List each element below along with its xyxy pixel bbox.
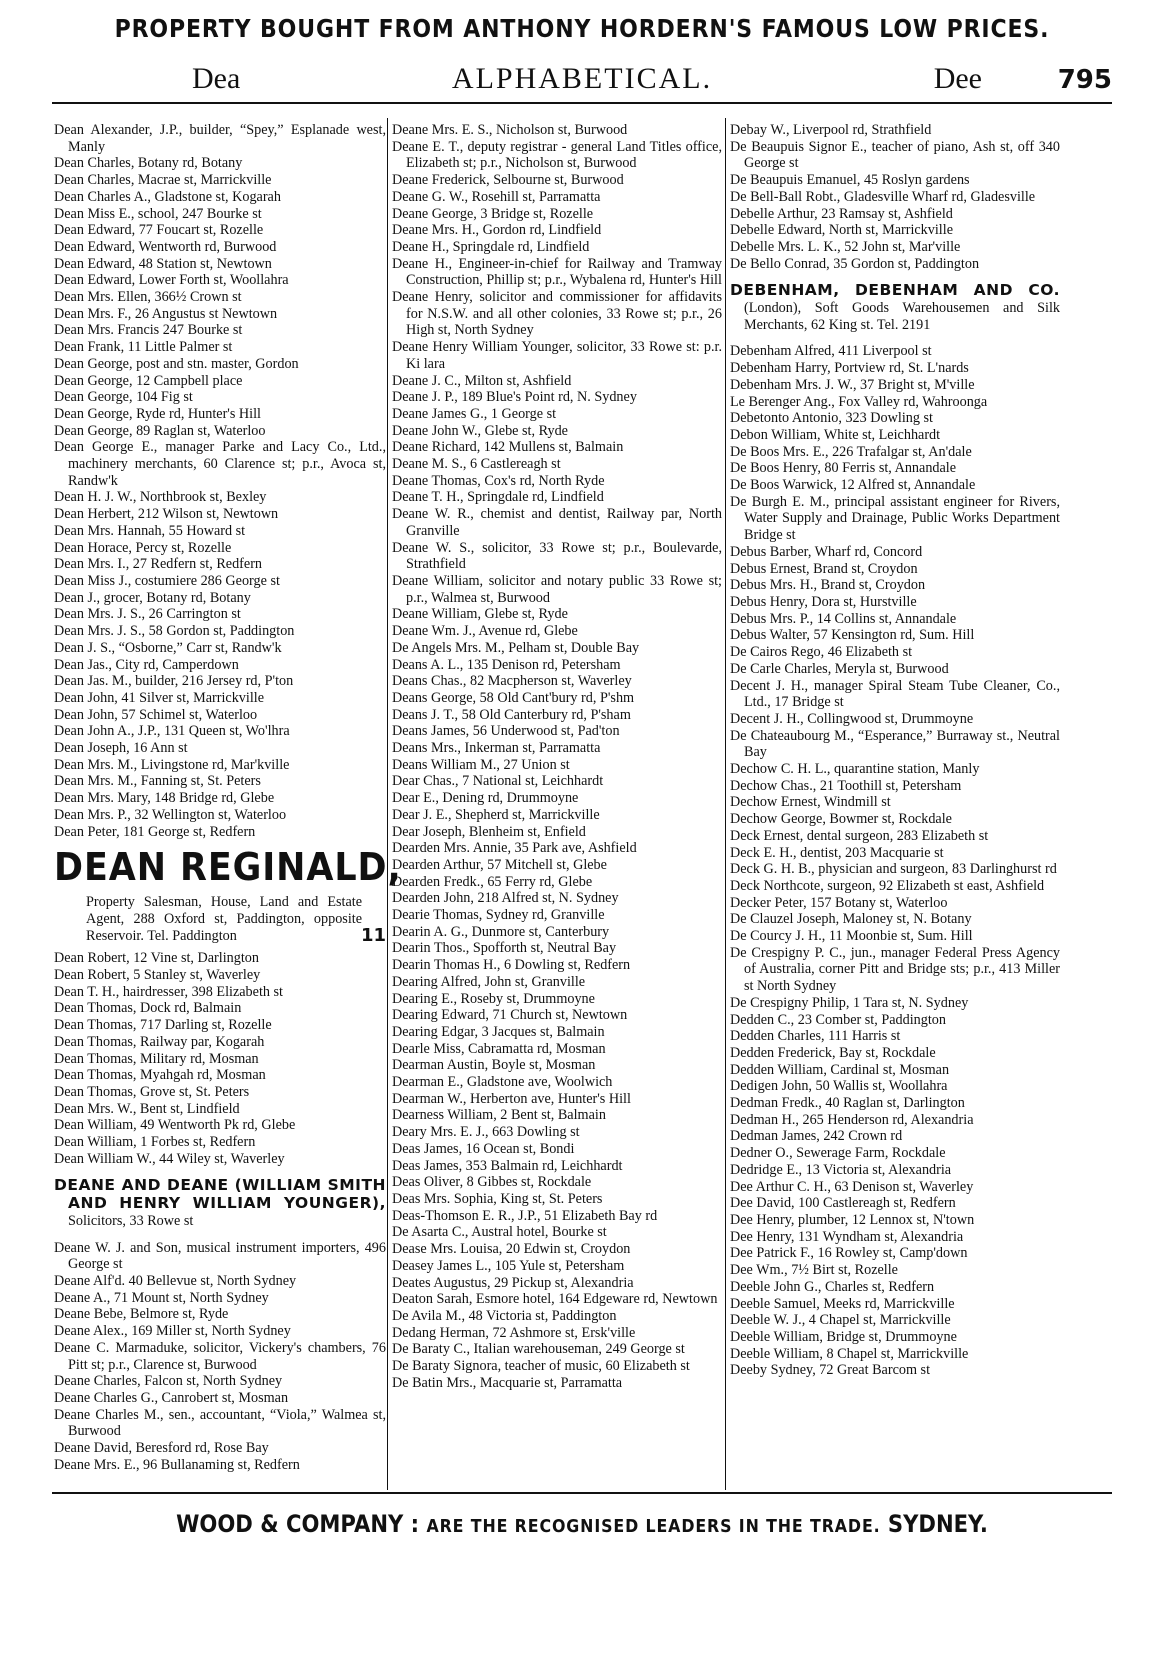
directory-column-2 [392,122,722,1391]
directory-entry: Dee Henry, 131 Wyndham st, Alexandria [730,1228,964,1245]
directory-entry: Deeble John G., Charles st, Redfern [730,1278,935,1295]
directory-entry: Dease Mrs. Louisa, 20 Edwin st, Croydon [392,1241,631,1258]
entry-group [54,1240,386,1474]
directory-entry: De Crespigny P. C., jun., manager Federal Press Agency of Australia, corner Pitt and Bridge sts; p.r., 413 Miller st North Sydney [730,944,1060,995]
directory-entry: De Burgh E. M., principal assistant engineer for Rivers, Water Supply and Drainage, Public Works Department Bridge st [730,493,1060,544]
directory-entry: Dean William, 1 Forbes st, Redfern [54,1134,256,1151]
directory-entry: De Boos Warwick, 12 Alfred st, Annandale [730,477,976,494]
directory-entry: Dean Miss E., school, 247 Bourke st [54,205,262,222]
directory-entry: Dean Edward, Wentworth rd, Burwood [54,238,277,255]
directory-entry: De Cairos Rego, 46 Elizabeth st [730,644,913,661]
directory-entry: Dean Horace, Percy st, Rozelle [54,539,232,556]
directory-entry: Deane Mrs. E., 96 Bullanaming st, Redfern [54,1456,300,1473]
footer-company: WOOD & COMPANY : [176,1510,420,1538]
directory-entry: Dean T. H., hairdresser, 398 Elizabeth st [54,983,283,1000]
directory-entry: Deane E. T., deputy registrar - general Land Titles office, Elizabeth st; p.r., Nicholson st, Burwood [392,138,722,172]
directory-entry: De Asarta C., Austral hotel, Bourke st [392,1224,607,1241]
directory-entry: Deane Bebe, Belmore st, Ryde [54,1306,229,1323]
directory-entry: Dearman E., Gladstone ave, Woolwich [392,1074,613,1091]
directory-entry: Dean George, post and stn. master, Gordon [54,355,299,372]
directory-entry: Dee David, 100 Castlereagh st, Redfern [730,1195,956,1212]
directory-entry: Debelle Edward, North st, Marrickville [730,222,953,239]
directory-entry: Dedigen John, 50 Wallis st, Woollahra [730,1078,948,1095]
directory-entry: Dean Thomas, Myahgah rd, Mosman [54,1067,266,1084]
directory-entry: De Carle Charles, Meryla st, Burwood [730,660,949,677]
directory-entry: De Avila M., 48 Victoria st, Paddington [392,1307,617,1324]
directory-entry: Debus Barber, Wharf rd, Concord [730,543,923,560]
directory-entry: Deck E. H., dentist, 203 Macquarie st [730,844,944,861]
directory-entry: Deeble William, Bridge st, Drummoyne [730,1328,957,1345]
directory-entry: Deane David, Beresford rd, Rose Bay [54,1440,269,1457]
directory-entry: Deane W. J. and Son, musical instrument importers, 496 George st [54,1239,386,1273]
feature-telephone-number: 11 [360,925,386,947]
directory-entry: Dear Chas., 7 National st, Leichhardt [392,773,604,790]
directory-entry: Dearing Edward, 71 Church st, Newtown [392,1007,628,1024]
directory-entry: Deas Mrs. Sophia, King st, St. Peters [392,1191,603,1207]
firm-description: (London), Soft Goods Warehousemen and Silk Merchants, 62 King st. Tel. 2191 [744,300,1060,333]
directory-entry: De Baraty Signora, teacher of music, 60 Elizabeth st [392,1358,690,1375]
column-divider [725,118,726,1490]
directory-entry: Dean Robert, 5 Stanley st, Waverley [54,967,261,984]
directory-entry: Deane H., Engineer-in-chief for Railway and Tramway Construction, Phillip st; p.r., Wybalena rd, Hunter's Hill [392,255,722,289]
directory-entry: Dearman W., Herberton ave, Hunter's Hill [392,1090,631,1107]
directory-entry: Dean Mrs. P., 32 Wellington st, Waterloo [54,806,287,823]
directory-entry: Deane J. C., Milton st, Ashfield [392,372,572,389]
directory-entry: Dean William W., 44 Wiley st, Waverley [54,1150,285,1167]
directory-entry: Deane James G., 1 George st [392,405,557,422]
directory-entry: Dedden C., 23 Comber st, Paddington [730,1011,946,1028]
directory-entry: Deane C. Marmaduke, solicitor, Vickery's chambers, 76 Pitt st; p.r., Clarence st, Burwood [54,1339,386,1373]
directory-entry: Dean Thomas, Dock rd, Balmain [54,1000,242,1017]
directory-entry: Deane Thomas, Cox's rd, North Ryde [392,472,605,489]
directory-entry: Deane William, Glebe st, Ryde [392,606,568,623]
feature-entry-description [54,894,386,947]
directory-entry: Dechow Chas., 21 Toothill st, Petersham [730,777,962,794]
firm-entry [730,282,1060,333]
directory-entry: Dean Edward, 77 Foucart st, Rozelle [54,222,264,239]
directory-entry: De Beaupuis Emanuel, 45 Roslyn gardens [730,172,970,189]
directory-entry: Debus Henry, Dora st, Hurstville [730,593,917,610]
directory-entry: Dean Mrs. Hannah, 55 Howard st [54,522,246,539]
header-left-guide-word: Dea [192,62,241,95]
directory-entry: Dedman Fredk., 40 Raglan st, Darlington [730,1095,965,1112]
directory-entry: Deane W. S., solicitor, 33 Rowe st; p.r., Boulevarde, Strathfield [392,539,722,573]
directory-entry: Dean Charles A., Gladstone st, Kogarah [54,188,281,205]
header-rule [52,102,1112,104]
directory-entry: Dean Herbert, 212 Wilson st, Newtown [54,506,279,523]
directory-entry: Debus Ernest, Brand st, Croydon [730,560,918,577]
directory-entry: Dearman Austin, Boyle st, Mosman [392,1057,596,1074]
directory-entry: Deane A., 71 Mount st, North Sydney [54,1289,269,1306]
directory-entry: Dean Charles, Macrae st, Marrickville [54,172,272,189]
directory-column-1 [54,122,402,1473]
directory-entry: Deane Henry, solicitor and commissioner for affidavits for N.S.W. and all other colonies, 33 Rowe st; p.r., 26 High st, North Sydney [392,289,722,339]
directory-entry: De Chateaubourg M., “Esperance,” Burraway st., Neutral Bay [730,727,1060,761]
directory-entry: Dean Mrs. Francis 247 Bourke st [54,322,243,339]
directory-entry: Dean Thomas, 717 Darling st, Rozelle [54,1017,272,1034]
directory-entry: Dean Thomas, Grove st, St. Peters [54,1083,250,1100]
directory-entry: Dean Edward, 48 Station st, Newtown [54,255,272,272]
directory-entry: Deans George, 58 Old Cant'bury rd, P'shm [392,689,635,706]
directory-entry: Deeble W. J., 4 Chapel st, Marrickville [730,1312,951,1329]
directory-entry: Debus Mrs. H., Brand st, Croydon [730,577,926,594]
directory-entry: Dearden Mrs. Annie, 35 Park ave, Ashfield [392,840,637,857]
directory-entry: Debenham Alfred, 411 Liverpool st [730,343,932,360]
directory-entry: Dean Mrs. Mary, 148 Bridge rd, Glebe [54,790,275,807]
directory-entry: Dean Thomas, Railway par, Kogarah [54,1033,265,1050]
directory-entry: Dee Arthur C. H., 63 Denison st, Waverley [730,1178,974,1195]
directory-entry: Dean Frank, 11 Little Palmer st [54,339,233,356]
directory-entry: Debon William, White st, Leichhardt [730,426,941,443]
directory-entry: Dechow Ernest, Windmill st [730,794,891,811]
directory-entry: Dean John A., J.P., 131 Queen st, Wo'lhra [54,723,290,740]
directory-entry: Dearing Edgar, 3 Jacques st, Balmain [392,1023,605,1040]
directory-entry: Dearden Fredk., 65 Ferry rd, Glebe [392,873,593,890]
directory-entry: Dechow George, Bowmer st, Rockdale [730,811,952,828]
directory-entry: Debelle Arthur, 23 Ramsay st, Ashfield [730,205,953,222]
directory-entry: Dedden Charles, 111 Harris st [730,1028,901,1045]
directory-entry: Dean Alexander, J.P., builder, “Spey,” Esplanade west, Manly [54,122,386,155]
firm-name: DEANE AND DEANE (WILLIAM SMITH AND HENRY WILLIAM YOUNGER), [54,1176,386,1213]
directory-entry: Dechow C. H. L., quarantine station, Manly [730,761,980,778]
directory-entry: De Boos Mrs. E., 226 Trafalgar st, An'dale [730,443,972,460]
directory-entry: Deane Mrs. H., Gordon rd, Lindfield [392,222,602,239]
directory-entry: Debus Walter, 57 Kensington rd, Sum. Hill [730,627,975,644]
directory-entry: Deck Northcote, surgeon, 92 Elizabeth st east, Ashfield [730,877,1045,894]
directory-entry: Deane W. R., chemist and dentist, Railway par, North Granville [392,506,722,539]
directory-entry: Dean Mrs. J. S., 26 Carrington st [54,606,241,623]
directory-entry: Deane G. W., Rosehill st, Parramatta [392,188,601,205]
header-section-title: ALPHABETICAL. [451,62,713,95]
directory-entry: Deeby Sydney, 72 Great Barcom st [730,1362,931,1379]
directory-entry: Deane Henry William Younger, solicitor, 33 Rowe st: p.r. Ki lara [392,339,722,372]
directory-entry: De Bell-Ball Robt., Gladesville Wharf rd, Gladesville [730,188,1036,205]
directory-entry: De Beaupuis Signor E., teacher of piano, Ash st, off 340 George st [730,138,1060,172]
directory-entry: De Batin Mrs., Macquarie st, Parramatta [392,1374,623,1391]
directory-entry: Decent J. H., Collingwood st, Drummoyne [730,710,974,727]
directory-entry: Deans Mrs., Inkerman st, Parramatta [392,740,601,757]
directory-entry: Dearden Arthur, 57 Mitchell st, Glebe [392,856,607,873]
firm-entry [54,1177,386,1229]
directory-entry: Debenham Mrs. J. W., 37 Bright st, M'ville [730,376,975,393]
directory-entry: Dearing Alfred, John st, Granville [392,973,586,990]
directory-column-3 [730,122,1060,1379]
directory-entry: Deck Ernest, dental surgeon, 283 Elizabeth st [730,827,989,844]
directory-entry: Dedden William, Cardinal st, Mosman [730,1061,950,1078]
directory-entry: Dee Wm., 7½ Birt st, Rozelle [730,1262,898,1279]
footer-slogan: ARE THE RECOGNISED LEADERS IN THE TRADE. [426,1516,881,1537]
directory-entry: Deane John W., Glebe st, Ryde [392,422,568,439]
footer-city: SYDNEY. [887,1510,988,1538]
directory-entry: Dean John, 57 Schimel st, Waterloo [54,706,258,723]
feature-entry-name: DEAN REGINALD, [54,845,402,890]
directory-entry: Dean George, 89 Raglan st, Waterloo [54,422,266,439]
directory-entry: De Boos Henry, 80 Ferris st, Annandale [730,460,957,477]
directory-entry: Deane Mrs. E. S., Nicholson st, Burwood [392,122,628,138]
directory-entry: Debenham Harry, Portview rd, St. L'nards [730,360,969,377]
directory-entry: Le Berenger Ang., Fox Valley rd, Wahroonga [730,393,988,410]
directory-entry: Dean William, 49 Wentworth Pk rd, Glebe [54,1117,296,1134]
directory-entry: Dean George, 104 Fig st [54,389,193,406]
directory-entry: Dear J. E., Shepherd st, Marrickville [392,806,600,823]
directory-entry: Dean John, 41 Silver st, Marrickville [54,689,265,706]
directory-entry: Decent J. H., manager Spiral Steam Tube Cleaner, Co., Ltd., 17 Bridge st [730,677,1060,711]
firm-name: DEBENHAM, DEBENHAM AND CO. [730,281,1060,300]
directory-entry: Dean Edward, Lower Forth st, Woollahra [54,272,289,289]
directory-entry: De Crespigny Philip, 1 Tara st, N. Sydney [730,994,969,1011]
directory-entry: De Angels Mrs. M., Pelham st, Double Bay [392,639,640,656]
directory-entry: Deane Richard, 142 Mullens st, Balmain [392,439,624,456]
directory-entry: Dean Thomas, Military rd, Mosman [54,1050,259,1067]
directory-entry: Deans William M., 27 Union st [392,756,570,773]
directory-entry: Deas James, 353 Balmain rd, Leichhardt [392,1157,623,1174]
directory-entry: Deane J. P., 189 Blue's Point rd, N. Sydney [392,389,637,406]
entry-group [54,950,386,1167]
directory-entry: Debelle Mrs. L. K., 52 John st, Mar'ville [730,238,961,255]
directory-entry: Dedner O., Sewerage Farm, Rockdale [730,1145,946,1162]
directory-entry: Deane H., Springdale rd, Lindfield [392,238,590,255]
directory-entry: De Bello Conrad, 35 Gordon st, Paddington [730,255,980,272]
directory-entry: Deane T. H., Springdale rd, Lindfield [392,489,604,506]
page-number: 795 [1057,65,1112,95]
directory-entry: Dean Mrs. M., Fanning st, St. Peters [54,773,261,790]
directory-entry: Deary Mrs. E. J., 663 Dowling st [392,1124,580,1141]
directory-entry: De Baraty C., Italian warehouseman, 249 George st [392,1341,685,1358]
directory-entry: Dean Mrs. Ellen, 366½ Crown st [54,289,242,306]
directory-entry: Dee Henry, plumber, 12 Lennox st, N'town [730,1212,975,1228]
directory-entry: Deane Charles G., Canrobert st, Mosman [54,1389,289,1406]
directory-entry: Dedman H., 265 Henderson rd, Alexandria [730,1111,974,1128]
directory-entry: De Clauzel Joseph, Maloney st, N. Botany [730,911,972,928]
directory-entry: Deasey James L., 105 Yule st, Petersham [392,1257,625,1274]
directory-entry: Debus Mrs. P., 14 Collins st, Annandale [730,610,957,627]
directory-entry: Dearie Thomas, Sydney rd, Granville [392,907,605,924]
directory-entry: Dedden Frederick, Bay st, Rockdale [730,1044,936,1061]
directory-entry: Dean George, Ryde rd, Hunter's Hill [54,405,261,422]
directory-entry: Dear Joseph, Blenheim st, Enfield [392,823,586,840]
directory-entry: Deane Frederick, Selbourne st, Burwood [392,172,624,189]
directory-entry: Dean Mrs. I., 27 Redfern st, Redfern [54,556,263,573]
directory-entry: Dedman James, 242 Crown rd [730,1128,903,1145]
directory-entry: Dean Robert, 12 Vine st, Darlington [54,950,259,967]
directory-entry: Deeble Samuel, Meeks rd, Marrickville [730,1295,955,1312]
directory-entry: Dean J., grocer, Botany rd, Botany [54,589,251,606]
directory-entry: Dedang Herman, 72 Ashmore st, Ersk'ville [392,1324,636,1341]
directory-entry: Debetonto Antonio, 323 Dowling st [730,410,933,427]
directory-entry: Dearness William, 2 Bent st, Balmain [392,1107,606,1124]
directory-entry: Deeble William, 8 Chapel st, Marrickville [730,1345,969,1362]
footer-rule [52,1492,1112,1494]
directory-entry: Dee Patrick F., 16 Rowley st, Camp'down [730,1245,968,1262]
directory-entry: Deates Augustus, 29 Pickup st, Alexandria [392,1274,634,1291]
directory-entry: Dean Jas., City rd, Camperdown [54,656,239,673]
directory-entry: Dean Peter, 181 George st, Redfern [54,823,256,840]
directory-entry: Dean George, 12 Campbell place [54,372,243,389]
directory-entry: Deaton Sarah, Esmore hotel, 164 Edgeware rd, Newtown [392,1291,718,1308]
directory-entry: Deans James, 56 Underwood st, Pad'ton [392,723,620,740]
directory-entry: Deane George, 3 Bridge st, Rozelle [392,205,594,222]
directory-entry: Deane Charles, Falcon st, North Sydney [54,1373,283,1390]
bottom-advertisement-banner [70,1510,1094,1538]
directory-entry: Deane M. S., 6 Castlereagh st [392,456,561,473]
directory-entry: Deas James, 16 Ocean st, Bondi [392,1140,575,1157]
top-advertisement-banner: PROPERTY BOUGHT FROM ANTHONY HORDERN'S FAMOUS LOW PRICES. [114,14,1050,43]
feature-description-text: Property Salesman, House, Land and Estate Agent, 288 Oxford st, Paddington, opposite Reservoir. Tel. Paddington [86,894,362,944]
directory-entry: Deans J. T., 58 Old Canterbury rd, P'sham [392,706,631,723]
directory-entry: Dean J. S., “Osborne,” Carr st, Randw'k [54,639,282,656]
directory-entry: Deans Chas., 82 Macpherson st, Waverley [392,673,632,690]
directory-entry: Dean Charles, Botany rd, Botany [54,155,243,172]
directory-entry: Dean Mrs. W., Bent st, Lindfield [54,1100,240,1117]
entry-group [54,122,386,840]
directory-entry: Dean Mrs. J. S., 58 Gordon st, Paddington [54,623,295,640]
directory-entry: Dearin Thos., Spofforth st, Neutral Bay [392,940,617,957]
directory-entry: Deas Oliver, 8 Gibbes st, Rockdale [392,1174,592,1191]
directory-entry: Dearle Miss, Cabramatta rd, Mosman [392,1040,606,1057]
directory-entry: Dearin Thomas H., 6 Dowling st, Redfern [392,957,631,974]
entry-group [392,122,722,1391]
directory-entry: Dearden John, 218 Alfred st, N. Sydney [392,890,619,907]
directory-entry: Deas-Thomson E. R., J.P., 51 Elizabeth Bay rd [392,1207,658,1224]
directory-entry: Deane Alf'd. 40 Bellevue st, North Sydney [54,1273,297,1289]
directory-entry: Dearing E., Roseby st, Drummoyne [392,990,595,1007]
page-header [52,62,1112,98]
directory-entry: Deane Wm. J., Avenue rd, Glebe [392,623,578,640]
firm-description: Solicitors, 33 Rowe st [68,1212,194,1229]
directory-entry: Dedridge E., 13 Victoria st, Alexandria [730,1161,952,1178]
directory-entry: Dean Mrs. M., Livingstone rd, Mar'kville [54,756,290,773]
directory-entry: Deck G. H. B., physician and surgeon, 83 Darlinghurst rd [730,861,1057,878]
directory-entry: Dean Jas. M., builder, 216 Jersey rd, P'ton [54,673,294,690]
directory-entry: Deans A. L., 135 Denison rd, Petersham [392,656,621,673]
header-right-guide-word: Dee [933,62,982,95]
directory-entry: De Courcy J. H., 11 Moonbie st, Sum. Hill [730,928,973,945]
directory-entry: Dear E., Dening rd, Drummoyne [392,790,579,807]
entry-group [730,343,1060,1379]
directory-entry: Dean Mrs. F., 26 Angustus st Newtown [54,305,278,322]
directory-entry: Dean Miss J., costumiere 286 George st [54,572,280,589]
directory-entry: Dean H. J. W., Northbrook st, Bexley [54,489,267,506]
directory-entry: Dean George E., manager Parke and Lacy Co., Ltd., machinery merchants, 60 Clarence st; p.r., Avoca st, Randw'k [54,439,386,489]
directory-entry: Deane William, solicitor and notary public 33 Rowe st; p.r., Walmea st, Burwood [392,572,722,606]
directory-entry: Deane Alex., 169 Miller st, North Sydney [54,1323,291,1340]
directory-entry: Deane Charles M., sen., accountant, “Viola,” Walmea st, Burwood [54,1406,386,1440]
directory-entry: Debay W., Liverpool rd, Strathfield [730,122,932,138]
directory-entry: Dean Joseph, 16 Ann st [54,740,188,757]
directory-entry: Dearin A. G., Dunmore st, Canterbury [392,923,610,940]
entry-group [730,122,1060,272]
column-divider [387,118,388,1490]
directory-entry: Decker Peter, 157 Botany st, Waterloo [730,894,948,911]
